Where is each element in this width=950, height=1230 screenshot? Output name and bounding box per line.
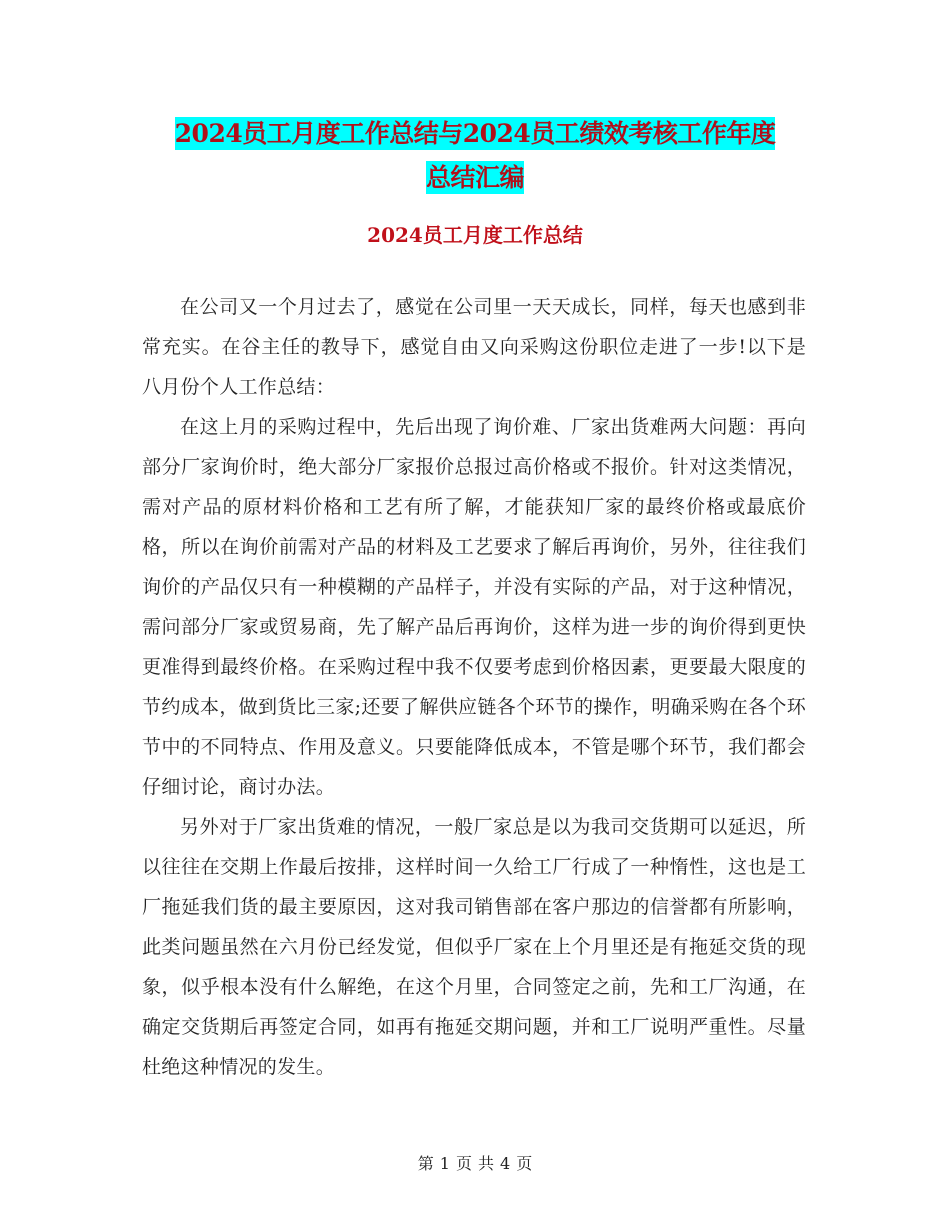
section-title: 2024员工月度工作总结 [367,223,583,247]
page-footer [0,1151,950,1174]
footer-current-page: 1 [439,1154,450,1173]
paragraph: 在这上月的采购过程中，先后出现了询价难、厂家出货难两大问题：再向部分厂家询价时，绝大部分厂家报价总报过高价格或不报价。针对这类情况，需对产品的原材料价格和工艺有所了解，才能获知厂家的最终价格或最底价格，所以在询价前需对产品的材料及工艺要求了解后再询价，另外，往往我们询价的产品仅只有一种模糊的产品样子，并没有实际的产品，对于这种情况，需问部分厂家或贸易商，先了解产品后再询价，这样为进一步的询价得到更快更准得到最终价格。在采购过程中我不仅要考虑到价格因素，更要最大限度的节约成本，做到货比三家;还要了解供应链各个环节的操作，明确采购在各个环节中的不同特点、作用及意义。只要能降低成本，不管是哪个环节，我们都会仔细讨论，商讨办法。 [142,416,806,798]
footer-page-unit: 页 [455,1154,472,1173]
footer-total-unit: 页 [516,1154,533,1173]
body-text [142,287,806,1087]
document-title-line2: 总结汇编 [425,163,524,192]
paragraph: 另外对于厂家出货难的情况，一般厂家总是以为我司交货期可以延迟，所以往往在交期上作最后按排，这样时间一久给工厂行成了一种惰性，这也是工厂拖延我们货的最主要原因，这对我司销售部在客户那边的信誉都有所影响，此类问题虽然在六月份已经发觉，但似乎厂家在上个月里还是有拖延交货的现象，似乎根本没有什么解绝，在这个月里，合同签定之前，先和工厂沟通，在确定交货期后再签定合同，如再有拖延交期问题，并和工厂说明严重性。尽量杜绝这种情况的发生。 [142,816,806,1078]
footer-total-label: 共 [478,1154,495,1173]
document-title [140,112,810,200]
footer-page-label: 第 [417,1154,434,1173]
document-title-line1: 2024员工月度工作总结与2024员工绩效考核工作年度 [174,119,776,148]
paragraph: 在公司又一个月过去了，感觉在公司里一天天成长，同样，每天也感到非常充实。在谷主任的教导下，感觉自由又向采购这份职位走进了一步!以下是八月份个人工作总结： [142,296,806,398]
footer-total-pages: 4 [500,1154,511,1173]
